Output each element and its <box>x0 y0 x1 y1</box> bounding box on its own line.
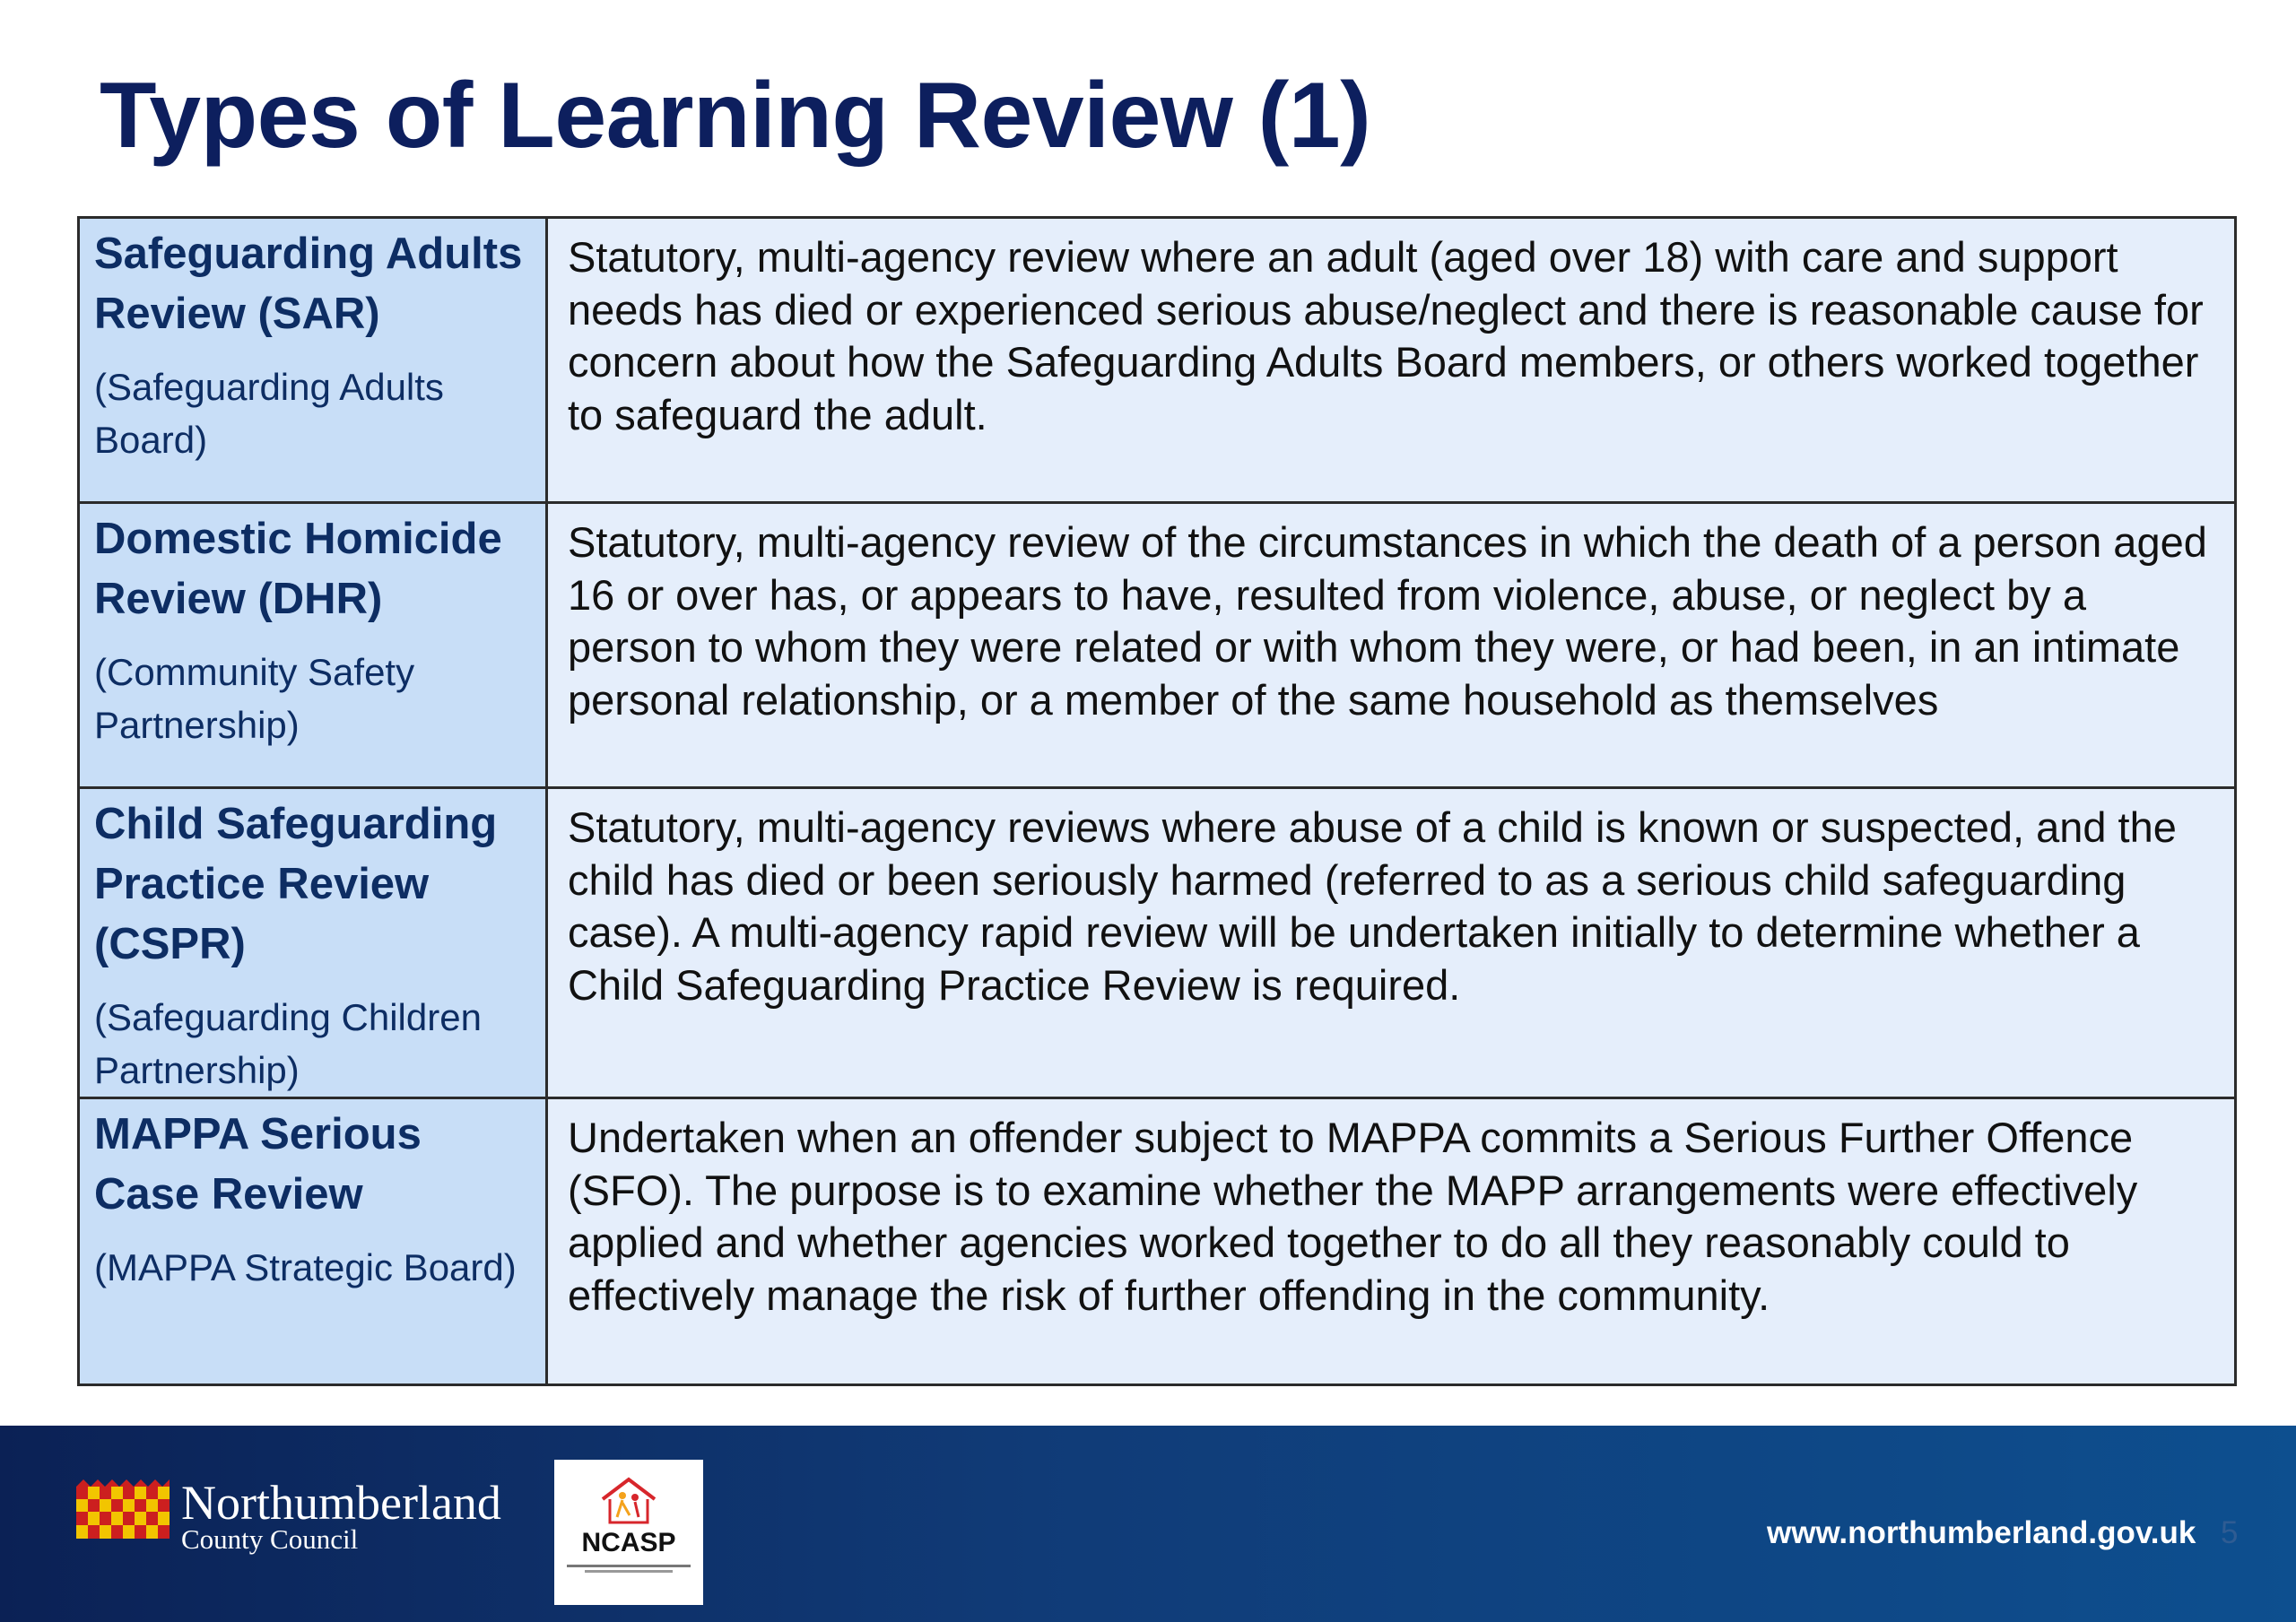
review-name: Safeguarding Adults Review (SAR) <box>94 230 535 338</box>
table-row <box>79 218 2236 503</box>
review-description-cell <box>547 1098 2236 1385</box>
review-board: (MAPPA Strategic Board) <box>94 1246 517 1288</box>
ncasp-tagline-graphic <box>567 1564 691 1574</box>
table-row <box>79 503 2236 788</box>
ncasp-house-icon <box>597 1476 660 1526</box>
review-name: Child Safeguarding Practice Review (CSPR) <box>94 800 509 968</box>
footer-bar <box>0 1426 2296 1622</box>
council-name: Northumberland <box>181 1476 501 1530</box>
review-description: Statutory, multi-agency reviews where abuse of a child is known or suspected, and the child has died or been seriously harmed (referred to as a serious child safeguarding case). A multi-agency rapid review will be undertaken initially to determine whether a Child Safeguarding Practice Review is required. <box>568 803 2177 1009</box>
review-types-table <box>77 216 2237 1386</box>
review-description-cell <box>547 218 2236 503</box>
table-row <box>79 1098 2236 1385</box>
council-subtitle: County Council <box>181 1523 359 1555</box>
review-name-cell <box>79 788 547 1098</box>
page-number: 5 <box>2221 1515 2239 1550</box>
review-name-cell <box>79 1098 547 1385</box>
review-description: Undertaken when an offender subject to MAPPA commits a Serious Further Offence (SFO). The purpose is to examine whether the MAPP arrangements were effectively applied and whether agencies worked together to do all they reasonably could to effectively manage the risk of further offending in the community. <box>568 1114 2138 1319</box>
review-board: (Community Safety Partnership) <box>94 651 415 746</box>
review-name-cell <box>79 503 547 788</box>
review-name-cell <box>79 218 547 503</box>
review-board: (Safeguarding Adults Board) <box>94 366 444 461</box>
table-row <box>79 788 2236 1098</box>
website-url: www.northumberland.gov.uk <box>1767 1515 2196 1550</box>
review-description-cell <box>547 503 2236 788</box>
review-description: Statutory, multi-agency review of the circumstances in which the death of a person aged 16 or over has, or appears to have, resulted from violence, abuse, or neglect by a person to whom they were related or with whom they were, or had been, in an intimate personal relationship, or a member of the same household as themselves <box>568 518 2207 724</box>
review-name: MAPPA Serious Case Review <box>94 1110 434 1219</box>
ncasp-logo <box>554 1460 703 1605</box>
page-title: Types of Learning Review (1) <box>100 64 1371 168</box>
review-board: (Safeguarding Children Partnership) <box>94 996 482 1091</box>
review-description-cell <box>547 788 2236 1098</box>
ncasp-logo-text: NCASP <box>581 1528 676 1557</box>
review-name: Domestic Homicide Review (DHR) <box>94 515 515 623</box>
northumberland-flag-icon <box>76 1479 170 1539</box>
review-description: Statutory, multi-agency review where an adult (aged over 18) with care and support needs has died or experienced serious abuse/neglect and there is reasonable cause for concern about how the Safeguarding Adults Board members, or others worked together to safeguard the adult. <box>568 233 2204 438</box>
